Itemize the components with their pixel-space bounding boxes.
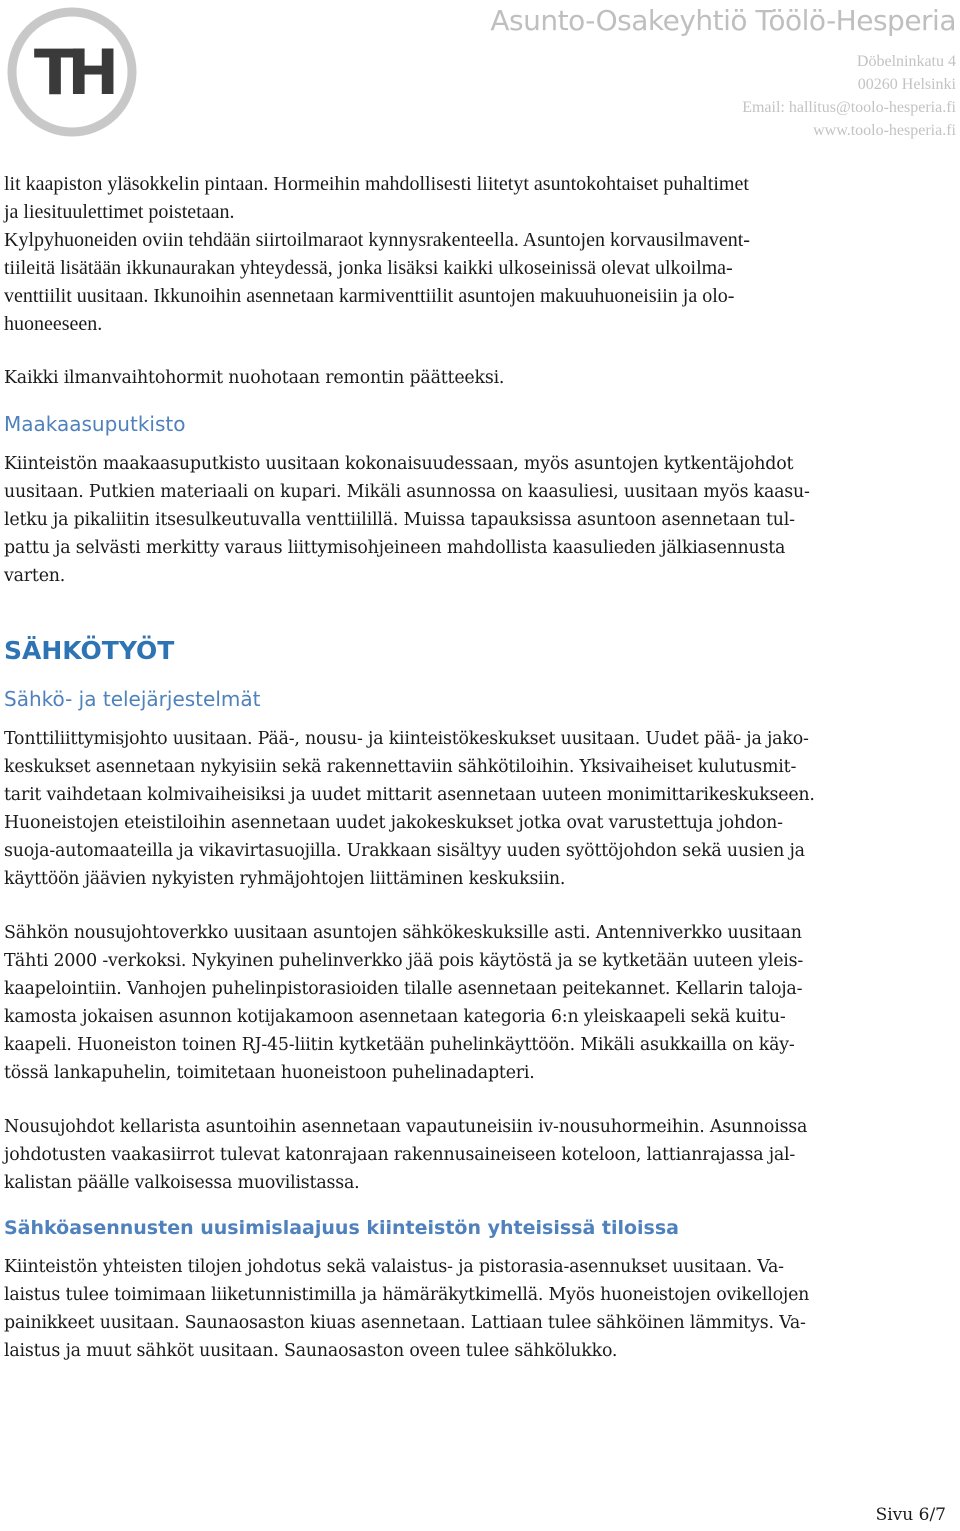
text-line: pattu ja selvästi merkitty varaus liittymisohjeineen mahdollista kaasulieden jälkiasennusta [4, 538, 786, 558]
gas-heading: Maakaasuputkisto [4, 412, 186, 436]
organization-title: Asunto-Osakeyhtiö Töölö-Hesperia [490, 4, 956, 37]
text-line: Kylpyhuoneiden oviin tehdään siirtoilmaraot kynnysrakenteella. Asuntojen korvausilmavent- [4, 229, 750, 251]
text-line: painikkeet uusitaan. Saunaosaston kiuas asennetaan. Lattiaan tulee sähköinen lämmitys. Va- [4, 1313, 806, 1333]
address-city: 00260 Helsinki [857, 76, 956, 93]
text-line: venttiilit uusitaan. Ikkunoihin asennetaan karmiventtiilit asuntojen makuuhuoneisiin ja olo- [4, 285, 735, 307]
text-line: tarit vaihdetaan kolmivaiheisiksi ja uudet mittarit asennetaan uuteen monimittarikeskukseen. [4, 785, 815, 805]
text-line: keskukset asennetaan nykyisiin sekä rakennettaviin sähkötiloihin. Yksivaiheiset kulutusmit- [4, 757, 797, 777]
telecom-paragraph-1 [4, 725, 956, 893]
chimney-paragraph: Kaikki ilmanvaihtohormit nuohotaan remontin päätteeksi. [4, 368, 505, 388]
text-line: kalistan päälle valkoisessa muovilistassa. [4, 1173, 360, 1193]
text-line: tössä lankapuhelin, toimitetaan huoneistoon puhelinadapteri. [4, 1063, 535, 1083]
contact-email: Email: hallitus@toolo-hesperia.fi [742, 99, 956, 116]
text-line: johdotusten vaakasiirrot tulevat katonrajaan rakennusaineiseen koteloon, lattianrajassa jal- [4, 1145, 796, 1165]
gas-paragraph [4, 450, 956, 590]
text-line: letku ja pikaliitin itsesulkeutuvalla venttiilillä. Muissa tapauksissa asuntoon asennetaan tul- [4, 510, 795, 530]
text-line: lit kaapiston yläsokkelin pintaan. Hormeihin mahdollisesti liitetyt asuntokohtaiset puhaltimet [4, 173, 749, 195]
common-areas-heading: Sähköasennusten uusimislaajuus kiinteistön yhteisissä tiloissa [4, 1217, 680, 1239]
text-line: Tonttiliittymisjohto uusitaan. Pää-, nousu- ja kiinteistökeskukset uusitaan. Uudet pää- ja jako- [4, 729, 809, 749]
common-areas-paragraph [4, 1253, 956, 1365]
text-line: huoneeseen. [4, 313, 103, 335]
text-line: Huoneistojen eteistiloihin asennetaan uudet jakokeskukset jotka ovat varustettuja johdon- [4, 813, 783, 833]
text-line: laistus tulee toimimaan liiketunnistimilla ja hämäräkytkimellä. Myös huoneistojen ovikellojen [4, 1285, 810, 1305]
text-line: Kiinteistön yhteisten tilojen johdotus sekä valaistus- ja pistorasia-asennukset uusitaan. Va- [4, 1257, 784, 1277]
logo-text: TH [33, 36, 111, 109]
contact-info [742, 50, 956, 142]
text-line: Kiinteistön maakaasuputkisto uusitaan kokonaisuudessaan, myös asuntojen kytkentäjohdot [4, 454, 794, 474]
text-line: varten. [4, 566, 66, 586]
address-street: Döbelninkatu 4 [856, 53, 956, 70]
text-line: kaapelointiin. Vanhojen puhelinpistorasioiden tilalle asennetaan peitekannet. Kellarin taloja- [4, 979, 803, 999]
text-line: ja liesituulettimet poistetaan. [4, 201, 235, 223]
website-link[interactable]: www.toolo-hesperia.fi [813, 122, 956, 139]
th-logo [6, 6, 138, 138]
electrical-heading: SÄHKÖTYÖT [4, 636, 175, 665]
text-line: uusitaan. Putkien materiaali on kupari. Mikäli asunnossa on kaasuliesi, uusitaan myös kaasu- [4, 482, 810, 502]
text-line: kamosta jokaisen asunnon kotijakamoon asennetaan kategoria 6:n yleiskaapeli sekä kuitu- [4, 1007, 786, 1027]
intro-paragraph [4, 170, 956, 338]
page-number: Sivu 6/7 [875, 1505, 946, 1525]
text-line: tiileitä lisätään ikkunaurakan yhteydessä, jonka lisäksi kaikki ulkoseinissä olevat ulkoilma- [4, 257, 733, 279]
telecom-heading: Sähkö- ja telejärjestelmät [4, 687, 261, 711]
telecom-paragraph-2 [4, 919, 956, 1087]
text-line: Tähti 2000 -verkoksi. Nykyinen puhelinverkko jää pois käytöstä ja se kytketään uuteen yleis- [4, 951, 804, 971]
page-content [4, 170, 956, 1365]
text-line: laistus ja muut sähköt uusitaan. Saunaosaston oveen tulee sähkölukko. [4, 1341, 618, 1361]
text-line: käyttöön jäävien nykyisten ryhmäjohtojen liittäminen keskuksiin. [4, 869, 566, 889]
text-line: Sähkön nousujohtoverkko uusitaan asuntojen sähkökeskuksille asti. Antenniverkko uusitaan [4, 923, 802, 943]
text-line: kaapeli. Huoneiston toinen RJ-45-liitin kytketään puhelinkäyttöön. Mikäli asukkailla on käy- [4, 1035, 795, 1055]
telecom-paragraph-3 [4, 1113, 956, 1197]
text-line: suoja-automaateilla ja vikavirtasuojilla. Urakkaan sisältyy uuden syöttöjohdon sekä uusien ja [4, 841, 805, 861]
text-line: Nousujohdot kellarista asuntoihin asennetaan vapautuneisiin iv-nousuhormeihin. Asunnoissa [4, 1117, 808, 1137]
